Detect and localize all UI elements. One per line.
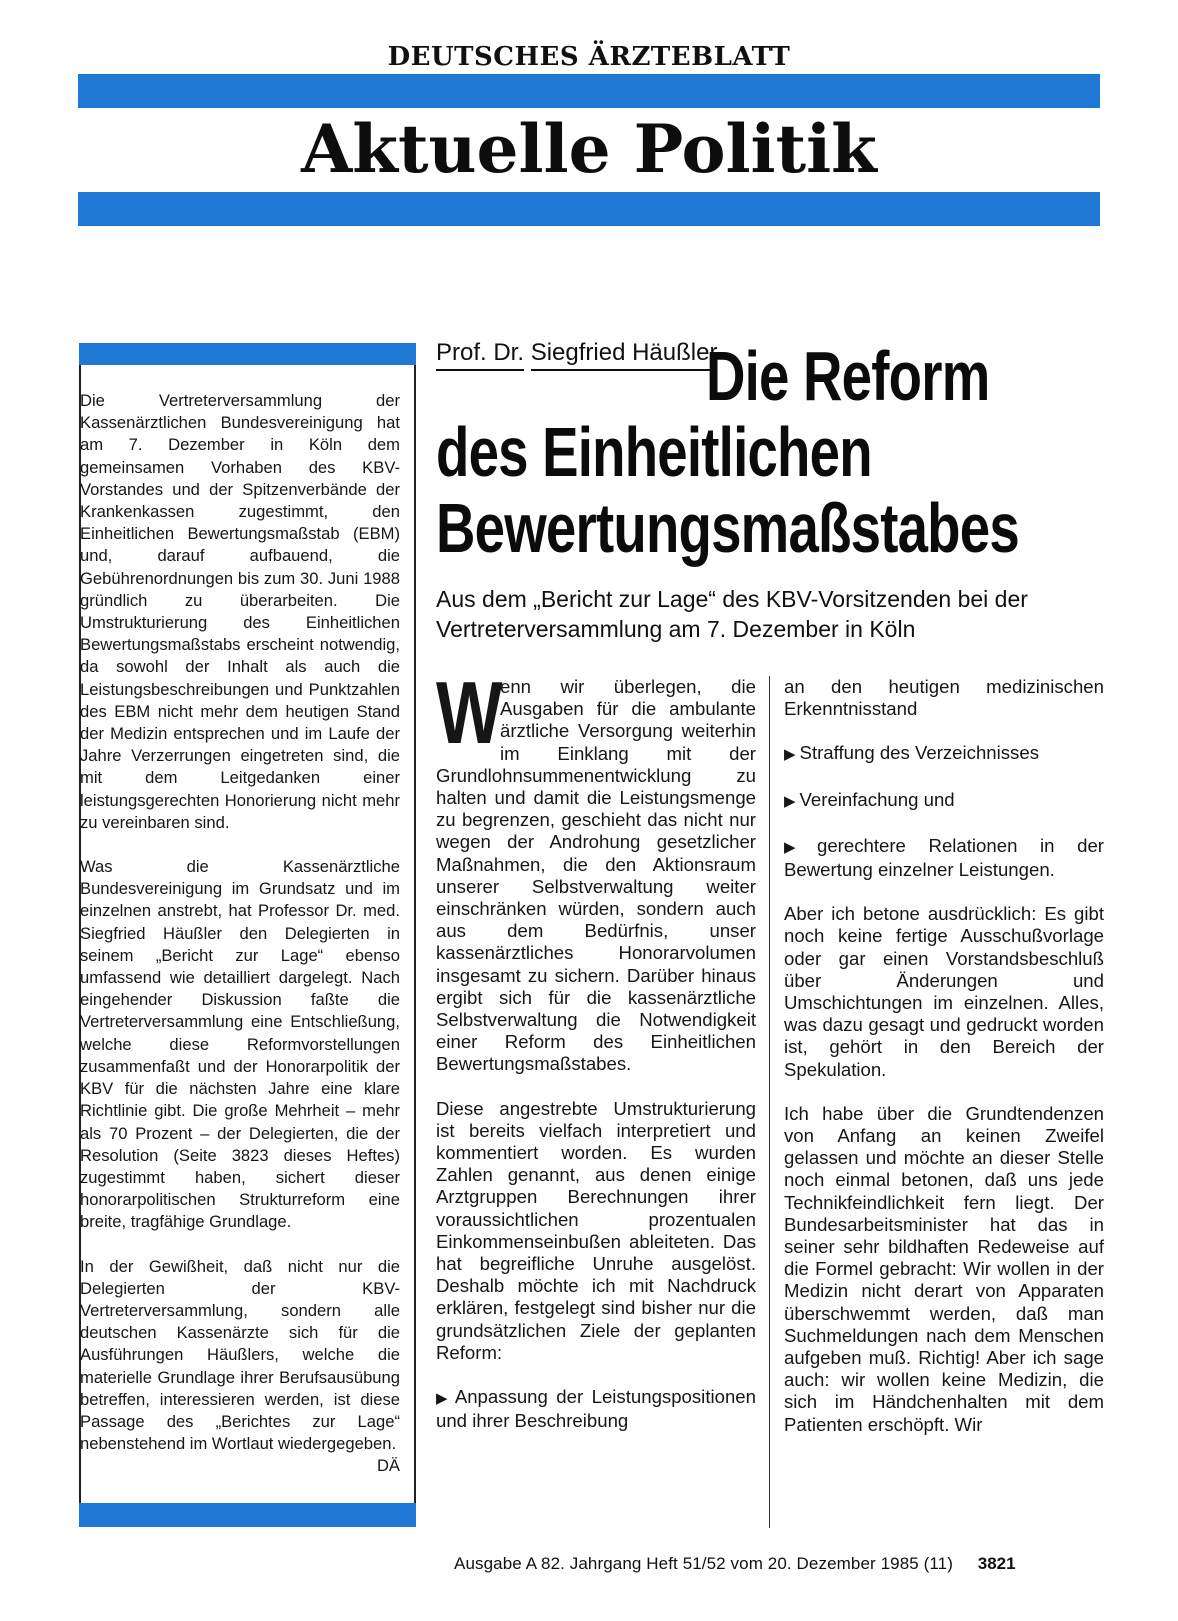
article-column-1 xyxy=(436,663,756,1455)
author-title: Prof. Dr. xyxy=(436,338,524,371)
intro-paragraph xyxy=(80,1256,400,1476)
bullet-item xyxy=(784,835,1104,881)
article-paragraph: Ich habe über die Grundtendenzen von Anfang an keinen Zweifel gelassen und möchte an dieser Stelle noch einmal betonen, daß uns jede Technikfeindlichkeit fern liegt. Der Bundesarbeitsminister hat das in seiner sehr bildhaften Redeweise auf die Formel gebracht: Wir wollen in der Medizin nicht derart von Apparaten überschwemmt werden, daß man Suchmeldungen nach dem Menschen aufgeben muß. Richtig! Aber ich sage auch: wir wollen keine Medizin, die sich im Händchenhalten mit dem Patienten erschöpft. Wir xyxy=(784,1102,1104,1435)
bullet-arrow-icon: ▶ xyxy=(784,792,796,810)
bullet-item xyxy=(436,1386,756,1432)
article-paragraph: Diese angestrebte Umstrukturierung ist bereits vielfach interpretiert und kommentiert worden. Es wurden Zahlen genannt, aus denen einige Arztgruppen Berechnungen ihrer voraussichtlichen prozentualen Einkommenseinbußen ableiteten. Das hat begreifliche Unruhe ausgelöst. Deshalb möchte ich mit Nachdruck erklären, festgelegt sind bisher nur die grundsätzlichen Ziele der geplanten Reform: xyxy=(436,1097,756,1363)
bullet-arrow-icon: ▶ xyxy=(436,1390,451,1408)
drop-cap: W xyxy=(436,663,503,762)
signoff: DÄ xyxy=(376,1456,400,1476)
issue-info: Ausgabe A 82. Jahrgang Heft 51/52 vom 20. Dezember 1985 (11) xyxy=(454,1554,953,1573)
section-title: Aktuelle Politik xyxy=(301,110,877,188)
headline-line-2: des Einheitlichen xyxy=(436,413,872,491)
bullet-text: gerechtere Relationen in der Bewertung einzelner Leistungen. xyxy=(784,834,1104,881)
intro-box-bottom-bar xyxy=(79,1503,416,1527)
page-footer xyxy=(454,1554,1104,1574)
intro-paragraph: Was die Kassenärztliche Bundesvereinigung im Grundsatz und im einzelnen anstrebt, hat Professor Dr. med. Siegfried Häußler den Delegierten in seinem „Bericht zur Lage“ ebenso umfassend wie detailliert dargelegt. Nach eingehender Diskussion faßte die Vertreterversammlung eine Entschließung, welche diese Reformvorstellungen zusammenfaßt und der Honorarpolitik der KBV für die nächsten Jahre eine klare Richtlinie gibt. Die große Mehrheit – mehr als 70 Prozent – der Delegierten, die der Resolution (Seite 3823 dieses Heftes) zugestimmt haben, sichert dieser honorarpolitischen Strukturreform eine breite, tragfähige Grundlage. xyxy=(80,857,400,1232)
bullet-text: Anpassung der Leistungspositionen und ihrer Beschreibung xyxy=(436,1386,756,1432)
headline-line-3: Bewertungsmaßstabes xyxy=(436,489,1019,567)
page-number: 3821 xyxy=(977,1554,1016,1573)
intro-text xyxy=(80,390,400,1478)
subtitle: Aus dem „Bericht zur Lage“ des KBV-Vorsitzenden bei der Vertreterversammlung am 7. Dezember in Köln xyxy=(436,586,1028,642)
bullet-item xyxy=(784,789,1104,813)
column-divider xyxy=(769,676,770,1528)
headline-line-1: Die Reform xyxy=(706,337,990,415)
accent-bar-top xyxy=(78,74,1100,108)
article-column-2 xyxy=(784,676,1104,1458)
intro-box-top-bar xyxy=(79,343,416,365)
article-paragraph xyxy=(436,663,756,1076)
article-paragraph-text: enn wir überlegen, die Ausgaben für die ambulante ärztliche Versorgung weiterhin im Einklang mit der Grundlohnsummenentwicklung zu halten und damit die Leistungsmenge zu begrenzen, geschieht das nicht nur wegen der Androhung gesetzlicher Maßnahmen, die den Aktionsraum unserer Selbstverwaltung weiter einschränken würden, sondern auch aus dem Bedürfnis, unser kassenärztliches Honorarvolumen insgesamt zu sichern. Darüber hinaus ergibt sich für die kassenärztliche Selbstverwaltung die Notwendigkeit einer Reform des Einheitlichen Bewertungsmaßstabes. xyxy=(436,676,756,1075)
intro-paragraph-text: In der Gewißheit, daß nicht nur die Delegierten der KBV-Vertreterversammlung, sondern alle deutschen Kassenärzte sich für die Ausführungen Häußlers, welche die materielle Grundlage ihrer Berufsausübung betreffen, interessieren werden, ist diese Passage des „Berichtes zur Lage“ nebenstehend im Wortlaut wiedergegeben. xyxy=(80,1256,400,1454)
masthead: DEUTSCHES ÄRZTEBLATT xyxy=(387,42,791,72)
author-name: Siegfried Häußler xyxy=(531,338,718,371)
bullet-text: Vereinfachung und xyxy=(799,788,955,810)
author-byline xyxy=(436,338,717,371)
article-paragraph: Aber ich betone ausdrücklich: Es gibt noch keine fertige Ausschußvorlage oder gar einen Vorstandsbeschluß über Änderungen und Umschichtungen im einzelnen. Alles, was dazu gesagt und gedruckt worden ist, gehört in den Bereich der Spekulation. xyxy=(784,903,1104,1080)
bullet-arrow-icon: ▶ xyxy=(784,838,813,856)
bullet-item xyxy=(784,742,1104,766)
accent-bar-middle xyxy=(78,192,1100,226)
intro-paragraph: Die Vertreterversammlung der Kassenärztlichen Bundesvereinigung hat am 7. Dezember in Köln dem gemeinsamen Vorhaben des KBV-Vorstandes und der Spitzenverbände der Krankenkassen zugestimmt, den Einheitlichen Bewertungsmaßstab (EBM) und, darauf aufbauend, die Gebührenordnungen bis zum 30. Juni 1988 gründlich zu überarbeiten. Die Umstrukturierung des Einheitlichen Bewertungsmaßstabs erscheint notwendig, da sowohl der Inhalt als auch die Leistungsbeschreibungen und Punktzahlen des EBM nicht mehr dem heutigen Stand der Medizin entsprechen und im Laufe der Jahre Verzerrungen eingetreten sind, die mit dem Leitgedanken einer leistungsgerechten Honorierung nicht mehr zu vereinbaren sind. xyxy=(80,391,400,832)
bullet-arrow-icon: ▶ xyxy=(784,746,796,764)
bullet-continuation: an den heutigen medizinischen Erkenntnisstand xyxy=(784,676,1104,720)
bullet-text: Straffung des Verzeichnisses xyxy=(799,742,1039,764)
